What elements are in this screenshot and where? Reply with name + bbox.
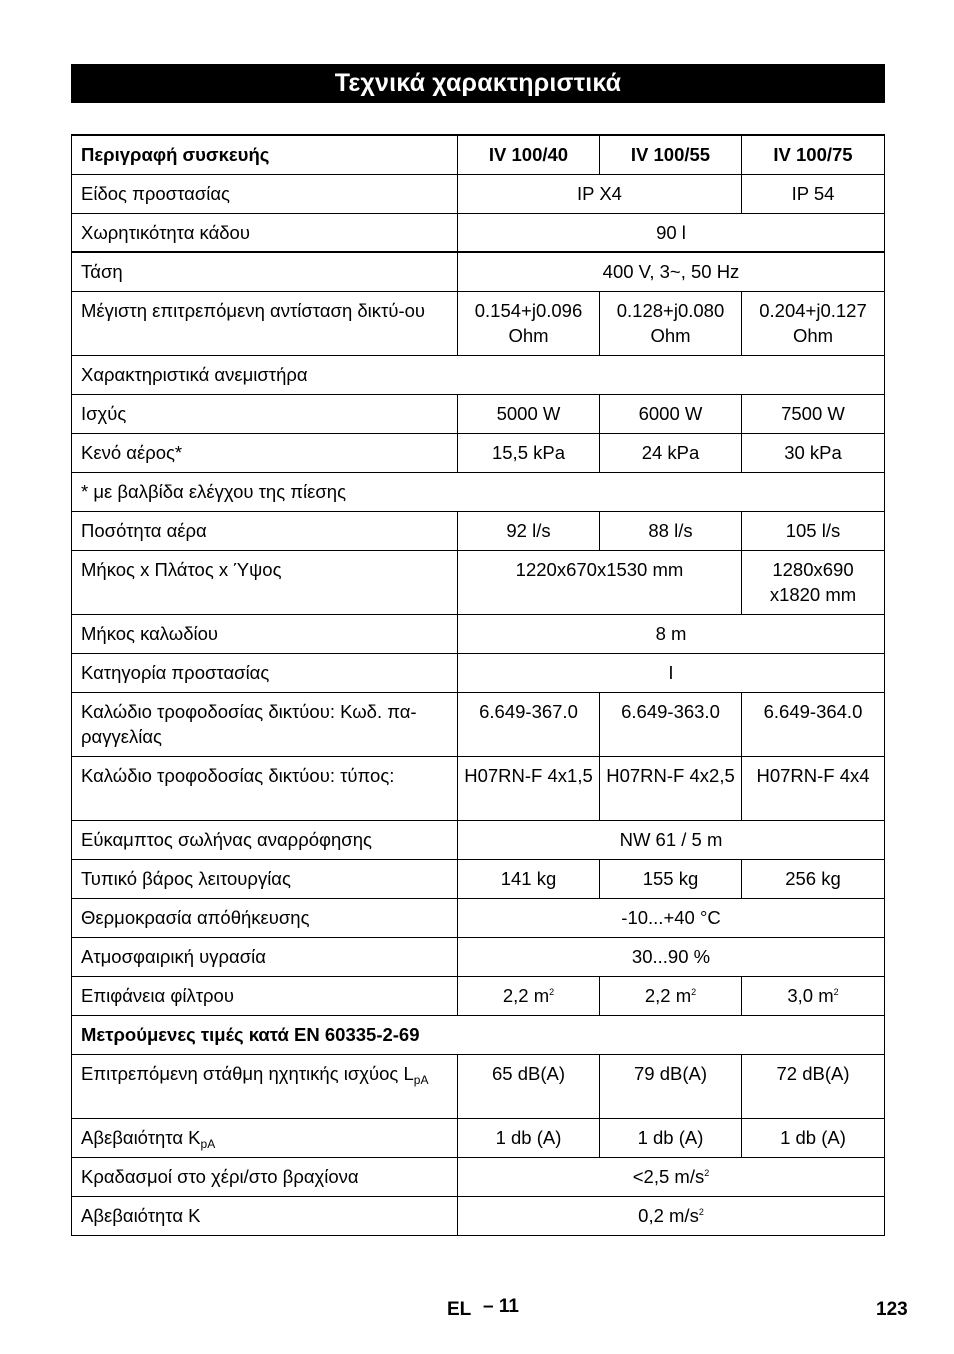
row-label: Μήκος x Πλάτος x Ύψος (72, 550, 458, 614)
row-value: 65 dB(A) (458, 1054, 600, 1118)
row-label: Χωρητικότητα κάδου (72, 213, 458, 252)
table-row (72, 213, 885, 252)
page-title: Τεχνικά χαρακτηριστικά (71, 64, 885, 103)
row-label: Μήκος καλωδίου (72, 614, 458, 653)
row-value: I (458, 653, 885, 692)
row-value: 141 kg (458, 859, 600, 898)
row-value: IP 54 (742, 174, 885, 213)
row-value: 79 dB(A) (600, 1054, 742, 1118)
row-value: H07RN-F 4x1,5 (458, 756, 600, 820)
row-value (742, 976, 885, 1015)
value-text: 2,2 m (644, 984, 692, 1006)
row-value: 6.649-364.0 (742, 692, 885, 756)
row-value (458, 976, 600, 1015)
table-row (72, 1157, 885, 1196)
row-value: 92 l/s (458, 511, 600, 550)
row-value: 1280x690 x1820 mm (742, 550, 885, 614)
row-label (72, 1054, 458, 1118)
row-label: Κενό αέρος* (72, 433, 458, 472)
table-row (72, 433, 885, 472)
table-row (72, 653, 885, 692)
section-label: Μετρούμενες τιμές κατά EN 60335-2-69 (72, 1015, 885, 1054)
table-row (72, 692, 885, 756)
model-iv-100-40: IV 100/40 (458, 135, 600, 174)
superscript: 2 (691, 986, 697, 997)
value-text: 3,0 m (787, 984, 834, 1006)
table-row (72, 550, 885, 614)
row-label: Εύκαμπτος σωλήνας αναρρόφησης (72, 820, 458, 859)
value-text: 0,2 m/s (638, 1204, 699, 1226)
row-value: 30...90 % (458, 937, 885, 976)
row-label: Καλώδιο τροφοδοσίας δικτύου: Κωδ. πα-ραγγελίας (72, 692, 458, 756)
row-value: 30 kPa (742, 433, 885, 472)
value-text: <2,5 m/s (632, 1165, 705, 1187)
header-row (72, 135, 885, 174)
table-row (72, 1196, 885, 1235)
table-row (72, 511, 885, 550)
row-label: Τάση (72, 252, 458, 291)
row-label: Ατμοσφαιρική υγρασία (72, 937, 458, 976)
model-iv-100-55: IV 100/55 (600, 135, 742, 174)
section-row (72, 1015, 885, 1054)
row-value: NW 61 / 5 m (458, 820, 885, 859)
superscript: 2 (549, 986, 555, 997)
header-label: Περιγραφή συσκευής (72, 135, 458, 174)
row-value: 1 db (A) (600, 1118, 742, 1157)
row-value: 90 l (458, 213, 885, 252)
row-value: 105 l/s (742, 511, 885, 550)
row-label: Κραδασμοί στο χέρι/στο βραχίονα (72, 1157, 458, 1196)
row-value: 88 l/s (600, 511, 742, 550)
row-value (458, 1157, 885, 1196)
table-row (72, 1118, 885, 1157)
section-label: Χαρακτηριστικά ανεμιστήρα (72, 355, 885, 394)
subscript: pA (413, 1072, 429, 1087)
subscript: pA (200, 1136, 216, 1151)
table-row (72, 859, 885, 898)
specs-table (71, 134, 885, 1236)
superscript: 2 (833, 986, 839, 997)
row-label: Είδος προστασίας (72, 174, 458, 213)
row-value: IP X4 (458, 174, 742, 213)
table-row (72, 1054, 885, 1118)
label-text: Αβεβαιότητα K (81, 1126, 201, 1148)
row-label: Επιφάνεια φίλτρου (72, 976, 458, 1015)
row-value (600, 976, 742, 1015)
row-label: Τυπικό βάρος λειτουργίας (72, 859, 458, 898)
table-row (72, 937, 885, 976)
row-label: Θερμοκρασία απόθήκευσης (72, 898, 458, 937)
row-label: Καλώδιο τροφοδοσίας δικτύου: τύπος: (72, 756, 458, 820)
row-value: H07RN-F 4x2,5 (600, 756, 742, 820)
note-row (72, 472, 885, 511)
table-row (72, 291, 885, 355)
value-text: 2,2 m (502, 984, 550, 1006)
footer-language: EL (447, 1299, 472, 1320)
row-value: 1 db (A) (742, 1118, 885, 1157)
row-value: 400 V, 3~, 50 Hz (458, 252, 885, 291)
label-text: Επιτρεπόμενη στάθμη ηχητικής ισχύος L (81, 1062, 414, 1084)
superscript: 2 (698, 1206, 704, 1217)
footer-section-page: – 11 (483, 1296, 519, 1317)
table-row (72, 174, 885, 213)
row-value: 5000 W (458, 394, 600, 433)
row-value: 1 db (A) (458, 1118, 600, 1157)
row-value: 24 kPa (600, 433, 742, 472)
row-value: 8 m (458, 614, 885, 653)
superscript: 2 (704, 1167, 710, 1178)
row-value: 15,5 kPa (458, 433, 600, 472)
row-label: Κατηγορία προστασίας (72, 653, 458, 692)
row-label: Μέγιστη επιτρεπόμενη αντίσταση δικτύ-ου (72, 291, 458, 355)
model-iv-100-75: IV 100/75 (742, 135, 885, 174)
table-row (72, 898, 885, 937)
table-row (72, 976, 885, 1015)
row-value: 0.154+j0.096 Ohm (458, 291, 600, 355)
table-row (72, 394, 885, 433)
row-value: -10...+40 °C (458, 898, 885, 937)
row-label: Αβεβαιότητα K (72, 1196, 458, 1235)
section-row (72, 355, 885, 394)
footnote-label: * με βαλβίδα ελέγχου της πίεσης (72, 472, 885, 511)
row-label: Ισχύς (72, 394, 458, 433)
page-number: 123 (876, 1299, 908, 1320)
row-value: 155 kg (600, 859, 742, 898)
row-value: 1220x670x1530 mm (458, 550, 742, 614)
row-label: Ποσότητα αέρα (72, 511, 458, 550)
table-row (72, 614, 885, 653)
row-value: 256 kg (742, 859, 885, 898)
row-value: 7500 W (742, 394, 885, 433)
table-row (72, 820, 885, 859)
row-value: 6000 W (600, 394, 742, 433)
row-value: 72 dB(A) (742, 1054, 885, 1118)
table-row (72, 252, 885, 291)
row-value: H07RN-F 4x4 (742, 756, 885, 820)
row-value: 0.128+j0.080 Ohm (600, 291, 742, 355)
row-value (458, 1196, 885, 1235)
row-value: 6.649-363.0 (600, 692, 742, 756)
row-value: 6.649-367.0 (458, 692, 600, 756)
row-label (72, 1118, 458, 1157)
row-value: 0.204+j0.127 Ohm (742, 291, 885, 355)
table-row (72, 756, 885, 820)
